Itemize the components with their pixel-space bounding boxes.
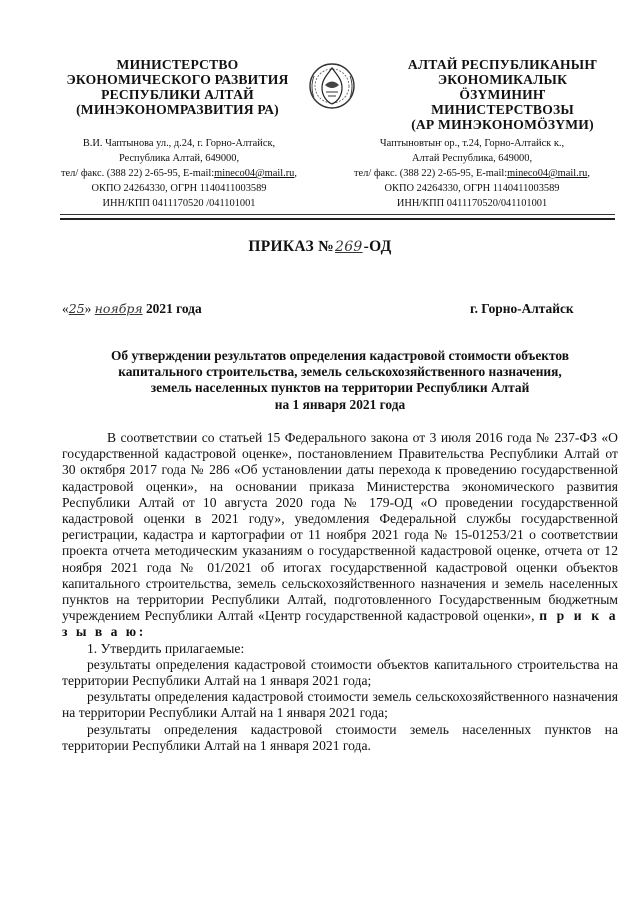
okpo-line: ОКПО 24264330, ОГРН 1140411003589	[384, 183, 560, 194]
email-link[interactable]: mineco04@mail.ru	[214, 168, 295, 179]
coat-of-arms-emblem-icon	[308, 58, 356, 114]
preamble-text: В соответствии со статьей 15 Федерального закона от 3 июля 2016 года № 237-ФЗ «О государственной кадастровой оценке», постановлением Правительства Республики Алтай от 30 октября 2017 года № 286 «Об установлении даты перехода к проведению государственной кадастровой оценки», на основании приказа Министерства экономического развития Республики Алтай от 10 августа 2020 года № 179-ОД «О проведении государственной кадастровой оценки в 2021 году», уведомления Федеральной службы государственной регистрации, кадастра и картографии от 11 ноября 2021 года № 15-01253/21 о соответствии проекта отчета методическим указаниям о государственной кадастровой оценке, отчета от 12 ноября 2021 года № 01/2021 об итогах государственной кадастровой оценки объектов капитального строительства, земель сельскохозяйственного назначения и земель населенных пунктов на территории Республики Алтай, подготовленного Государственным бюджетным учреждением Республики Алтай «Центр государственной кадастровой оценки»,	[62, 430, 618, 624]
ministry-name-line: МИНИСТЕРСТВО	[116, 57, 239, 72]
date-year: 2021 года	[145, 301, 202, 316]
order-place: г. Горно-Алтайск	[470, 301, 574, 316]
ministry-name-line: МИНИСТЕРСТВОЗЫ	[431, 102, 574, 117]
date-month: ноября	[94, 301, 143, 316]
phone-text: тел/ факс. (388 22) 2-65-95, E-mail:	[354, 168, 508, 179]
contacts-russian	[48, 136, 310, 211]
order-title	[0, 238, 640, 256]
email-suffix: ,	[294, 168, 297, 179]
result-item-settlement-land: результаты определения кадастровой стоимости земель населенных пунктов на территории Республики Алтай на 1 января 2021 года.	[62, 721, 618, 753]
ministry-name-altai	[395, 57, 610, 132]
contacts-altai	[338, 136, 606, 211]
order-body	[62, 430, 618, 754]
result-item-agricultural-land: результаты определения кадастровой стоимости земель сельскохозяйственного назначения на территории Республики Алтай на 1 января 2021 года;	[62, 689, 618, 721]
phone-email-line	[48, 166, 310, 181]
ministry-name-line: (МИНЭКОНОМРАЗВИТИЯ РА)	[76, 102, 279, 117]
ministry-name-line: (АР МИНЭКОНОМÖЗҮМИ)	[411, 117, 594, 132]
header-divider-top	[60, 214, 615, 215]
inn-line: ИНН/КПП 0411170520 /041101001	[102, 198, 256, 209]
address-line: В.И. Чаптынова ул., д.24, г. Горно-Алтайск,	[82, 138, 276, 149]
item-1: 1. Утвердить прилагаемые:	[87, 640, 245, 656]
order-title-suffix: -ОД	[363, 238, 392, 255]
header-divider-bottom	[60, 218, 615, 220]
subject-line: земель населенных пунктов на территории Республики Алтай	[150, 380, 530, 396]
subject-line: на 1 января 2021 года	[274, 396, 406, 412]
phone-text: тел/ факс. (388 22) 2-65-95, E-mail:	[61, 168, 215, 179]
ministry-name-line: АЛТАЙ РЕСПУБЛИКАНЫҤ	[407, 57, 598, 72]
email-link[interactable]: mineco04@mail.ru	[507, 168, 588, 179]
region-line: Алтай Республика, 649000,	[411, 153, 533, 164]
ministry-name-line: РЕСПУБЛИКИ АЛТАЙ	[101, 87, 254, 102]
order-word: п р и к а з ы в а ю:	[62, 608, 618, 640]
date-day: 25	[68, 301, 85, 316]
region-line: Республика Алтай, 649000,	[118, 153, 240, 164]
okpo-line: ОКПО 24264330, ОГРН 1140411003589	[91, 183, 267, 194]
ministry-name-russian	[60, 57, 295, 117]
result-item-capital-construction: результаты определения кадастровой стоимости объектов капитального строительства на территории Республики Алтай на 1 января 2021 года;	[62, 656, 618, 689]
order-date	[62, 301, 202, 317]
inn-line: ИНН/КПП 0411170520/041101001	[396, 198, 548, 209]
order-title-prefix: ПРИКАЗ №	[248, 238, 335, 255]
subject-line: капитального строительства, земель сельскохозяйственного назначения,	[118, 364, 562, 380]
phone-email-line	[338, 166, 606, 181]
date-close-quote: »	[84, 301, 92, 316]
subject-line: Об утверждении результатов определения кадастровой стоимости объектов	[110, 348, 570, 363]
ministry-name-line: ЭКОНОМИКАЛЫК ÖЗҮМИНИҤ	[437, 72, 568, 102]
order-number: 269	[335, 239, 363, 255]
date-open-quote: «	[62, 301, 69, 316]
email-suffix: ,	[587, 168, 590, 179]
address-line: Чаптыновтыҥ ор., т.24, Горно-Алтайск к.,	[379, 138, 565, 149]
preamble-paragraph	[62, 430, 618, 641]
order-subject	[62, 348, 618, 413]
ministry-name-line: ЭКОНОМИЧЕСКОГО РАЗВИТИЯ	[66, 72, 289, 87]
